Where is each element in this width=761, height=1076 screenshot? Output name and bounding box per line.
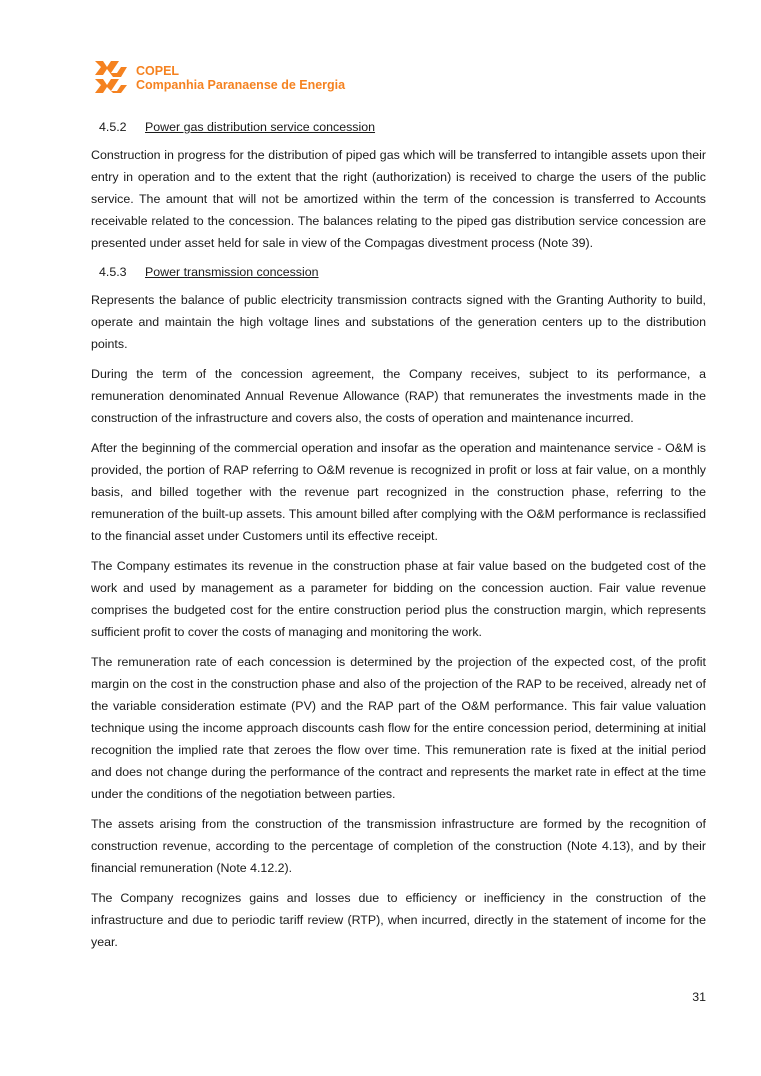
section-title: Power gas distribution service concession [145,120,376,134]
paragraph: The remuneration rate of each concession is determined by the projection of the expected cost, of the profit margin on the cost in the construction phase and also of the projection of the RAP to be received, already net of the variable consideration estimate (PV) and the RAP part of the O&M performance. This fair value valuation technique using the income approach discounts cash flow for the entire concession period, determining at initial recognition the implied rate that zeroes the flow over time. This remuneration rate is fixed at the initial period and does not change during the performance of the contract and represents the market rate in effect at the time under the conditions of the negotiation between parties. [91,655,706,801]
document-body [91,117,706,961]
paragraph: Represents the balance of public electricity transmission contracts signed with the Granting Authority to build, operate and maintain the high voltage lines and substations of the generation centers up to the distribution points. [91,293,706,351]
copel-logo-icon [93,59,131,95]
paragraph: The Company recognizes gains and losses due to efficiency or inefficiency in the construction of the infrastructure and due to periodic tariff review (RTP), when incurred, directly in the statement of income for the year. [91,891,706,949]
paragraph: After the beginning of the commercial operation and insofar as the operation and maintenance service - O&M is provided, the portion of RAP referring to O&M revenue is recognized in profit or loss at fair value, on a monthly basis, and billed together with the revenue part recognized in the construction phase, referring to the remuneration of the built-up assets. This amount billed after complying with the O&M performance is reclassified to the financial asset under Customers until its effective receipt. [91,441,706,543]
section-heading-4-5-2 [99,117,706,137]
paragraph: The assets arising from the construction of the transmission infrastructure are formed by the recognition of construction revenue, according to the percentage of completion of the construction (Note 4.13), and by their financial remuneration (Note 4.12.2). [91,817,706,875]
section-title: Power transmission concession [145,265,319,279]
company-full-name: Companhia Paranaense de Energia [136,78,346,92]
page-number: 31 [692,990,706,1004]
paragraph: Construction in progress for the distribution of piped gas which will be transferred to intangible assets upon their entry in operation and to the extent that the right (authorization) is received to charge the users of the public service. The amount that will not be amortized within the term of the concession is transferred to Accounts receivable related to the concession. The balances relating to the piped gas distribution service concession are presented under asset held for sale in view of the Compagas divestment process (Note 39). [91,148,706,250]
section-number: 4.5.3 [99,265,127,279]
paragraph: During the term of the concession agreement, the Company receives, subject to its performance, a remuneration denominated Annual Revenue Allowance (RAP) that remunerates the investments made in the construction of the infrastructure and covers also, the costs of operation and maintenance incurred. [91,367,706,425]
section-number: 4.5.2 [99,120,127,134]
company-short-name: COPEL [136,64,180,78]
section-heading-4-5-3 [99,262,706,282]
logo-text [136,64,345,92]
paragraph: The Company estimates its revenue in the construction phase at fair value based on the budgeted cost of the work and used by management as a parameter for bidding on the concession auction. Fair value revenue comprises the budgeted cost for the entire construction period plus the construction margin, which represents sufficient profit to cover the costs of managing and monitoring the work. [91,559,706,639]
